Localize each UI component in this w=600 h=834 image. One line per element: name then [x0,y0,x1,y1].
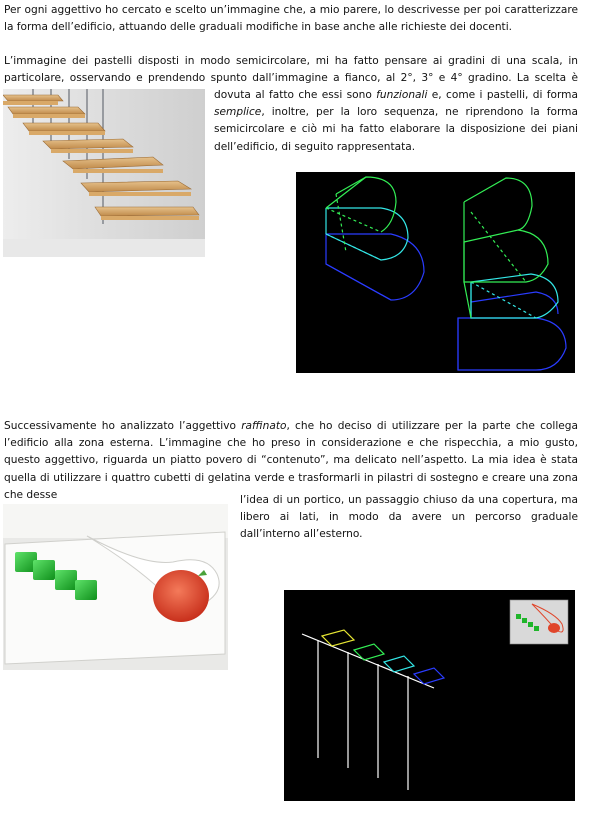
pastels-line-2: particolare, osservando e prendendo spunto dall’immagine a fianco, al 2°, 3° e 4° gradino. La scelta è [4,72,578,85]
refined-italic-word: raffinato [241,420,287,432]
refined-text-b: , che ho deciso di utilizzare per la parte che collega l’edificio alla zona esterna. L’immagine che ho preso in considerazione e che rispecchia, a mio gusto, questo aggettivo, riguarda un piatto povero di “contenuto”, ma delicato nell’aspetto. La mia idea è stata quella di utilizzare i quattro cubetti di gelatina verde e trasformarli in pilastri di sostegno e creare una zona che desse [4,420,578,501]
pastels-text-b: e, come i pastelli, di forma [427,89,578,101]
pastels-text-a: dovuta al fatto che essi sono [214,89,377,101]
staircase-photo [3,89,205,257]
portico-inset-thumbnail [510,600,568,644]
pastels-paragraph [4,53,578,87]
portico-cad-drawing [284,590,575,801]
pastels-italic-functional: funzionali [376,89,428,101]
refined-text-a: Successivamente ho analizzato l’aggettivo [4,420,242,432]
pastels-line-1: L’immagine dei pastelli disposti in modo semicircolare, mi ha fatto pensare ai gradini di una scala, in [4,55,578,67]
pastels-paragraph-wrap [214,87,578,156]
pastels-text-c: , inoltre, per la loro sequenza, ne riprendono la forma semicircolare e ciò mi ha fatto elaborare la disposizione dei piani dell’edificio, di seguito rappresentata. [214,106,578,153]
refined-paragraph-wrap: l’idea di un portico, un passaggio chiuso da una copertura, ma libero ai lati, in modo da avere un percorso graduale dall’interno all’esterno. [240,494,578,541]
intro-paragraph: Per ogni aggettivo ho cercato e scelto un’immagine che, a mio parere, lo descrivesse per poi caratterizzare la forma dell’edificio, attuando delle graduali modifiche in base anche alle richieste dei docenti. [4,4,578,34]
dish-photo [3,504,228,670]
pastels-italic-simple: semplice [214,106,262,119]
stairs-cad-drawing [296,172,575,373]
